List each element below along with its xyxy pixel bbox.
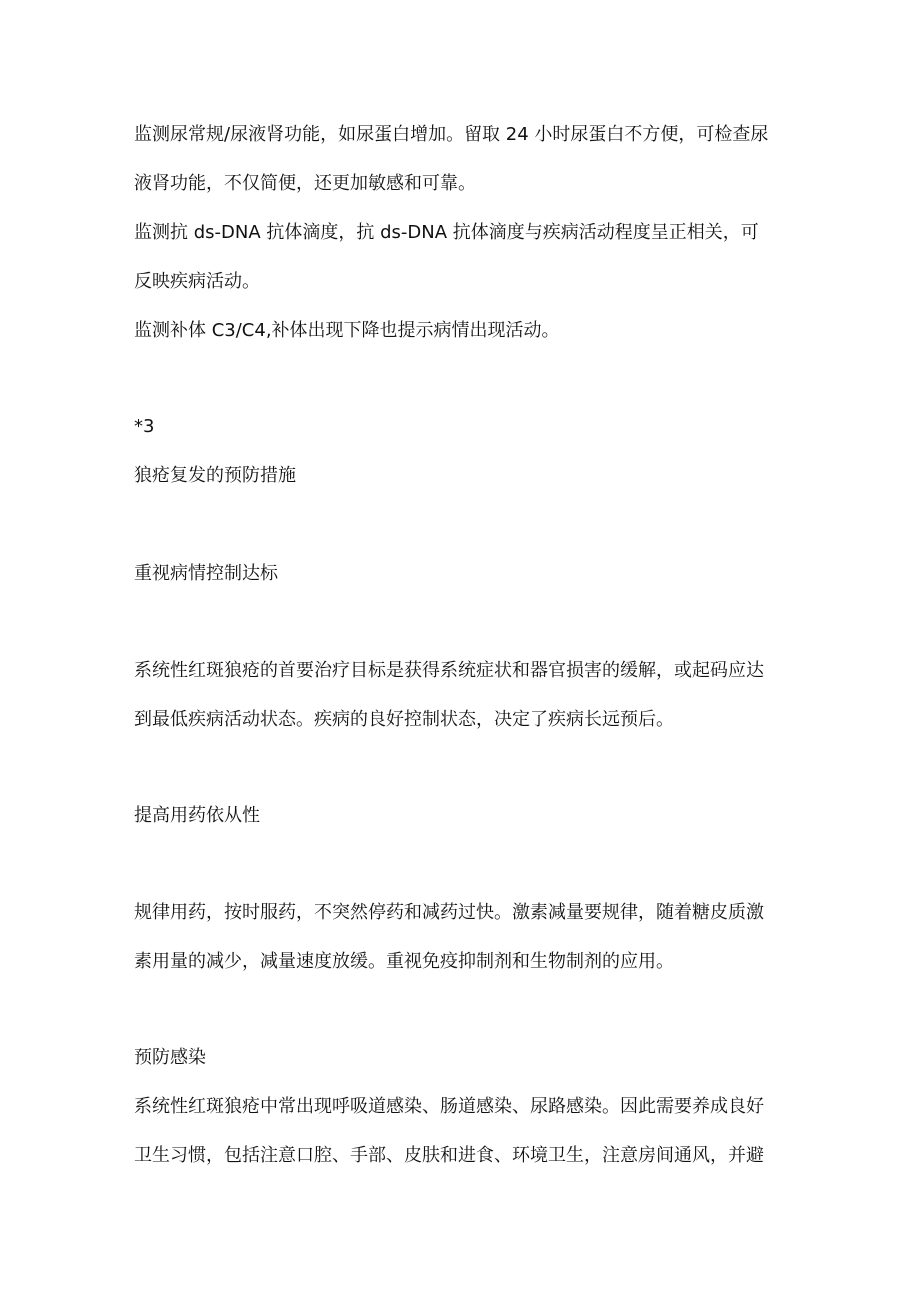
subsection-infection-line-2: 卫生习惯，包括注意口腔、手部、皮肤和进食、环境卫生，注意房间通风，并避 (134, 1145, 764, 1166)
subsection-infection-line-1: 系统性红斑狼疮中常出现呼吸道感染、肠道感染、尿路感染。因此需要养成良好 (134, 1096, 764, 1117)
paragraph-dsdna-line-1: 监测抗 ds-DNA 抗体滴度，抗 ds-DNA 抗体滴度与疾病活动程度呈正相关，可 (134, 222, 759, 243)
subsection-control-line-2: 到最低疾病活动状态。疾病的良好控制状态，决定了疾病长远预后。 (134, 709, 674, 730)
paragraph-urine-line-1: 监测尿常规/尿液肾功能，如尿蛋白增加。留取 24 小时尿蛋白不方便，可检查尿 (134, 124, 769, 145)
subsection-title-control: 重视病情控制达标 (134, 563, 278, 584)
paragraph-dsdna-line-2: 反映疾病活动。 (134, 271, 260, 292)
section-number: *3 (134, 416, 155, 437)
subsection-control-line-1: 系统性红斑狼疮的首要治疗目标是获得系统症状和器官损害的缓解，或起码应达 (134, 660, 764, 681)
subsection-title-adherence: 提高用药依从性 (134, 805, 260, 826)
subsection-adherence-line-1: 规律用药，按时服药，不突然停药和减药过快。激素减量要规律，随着糖皮质激 (134, 902, 764, 923)
paragraph-urine-line-2: 液肾功能，不仅简便，还更加敏感和可靠。 (134, 173, 476, 194)
paragraph-complement-line-1: 监测补体 C3/C4,补体出现下降也提示病情出现活动。 (134, 320, 560, 341)
section-title: 狼疮复发的预防措施 (134, 465, 296, 486)
subsection-title-infection: 预防感染 (134, 1047, 206, 1068)
subsection-adherence-line-2: 素用量的减少，减量速度放缓。重视免疫抑制剂和生物制剂的应用。 (134, 951, 674, 972)
